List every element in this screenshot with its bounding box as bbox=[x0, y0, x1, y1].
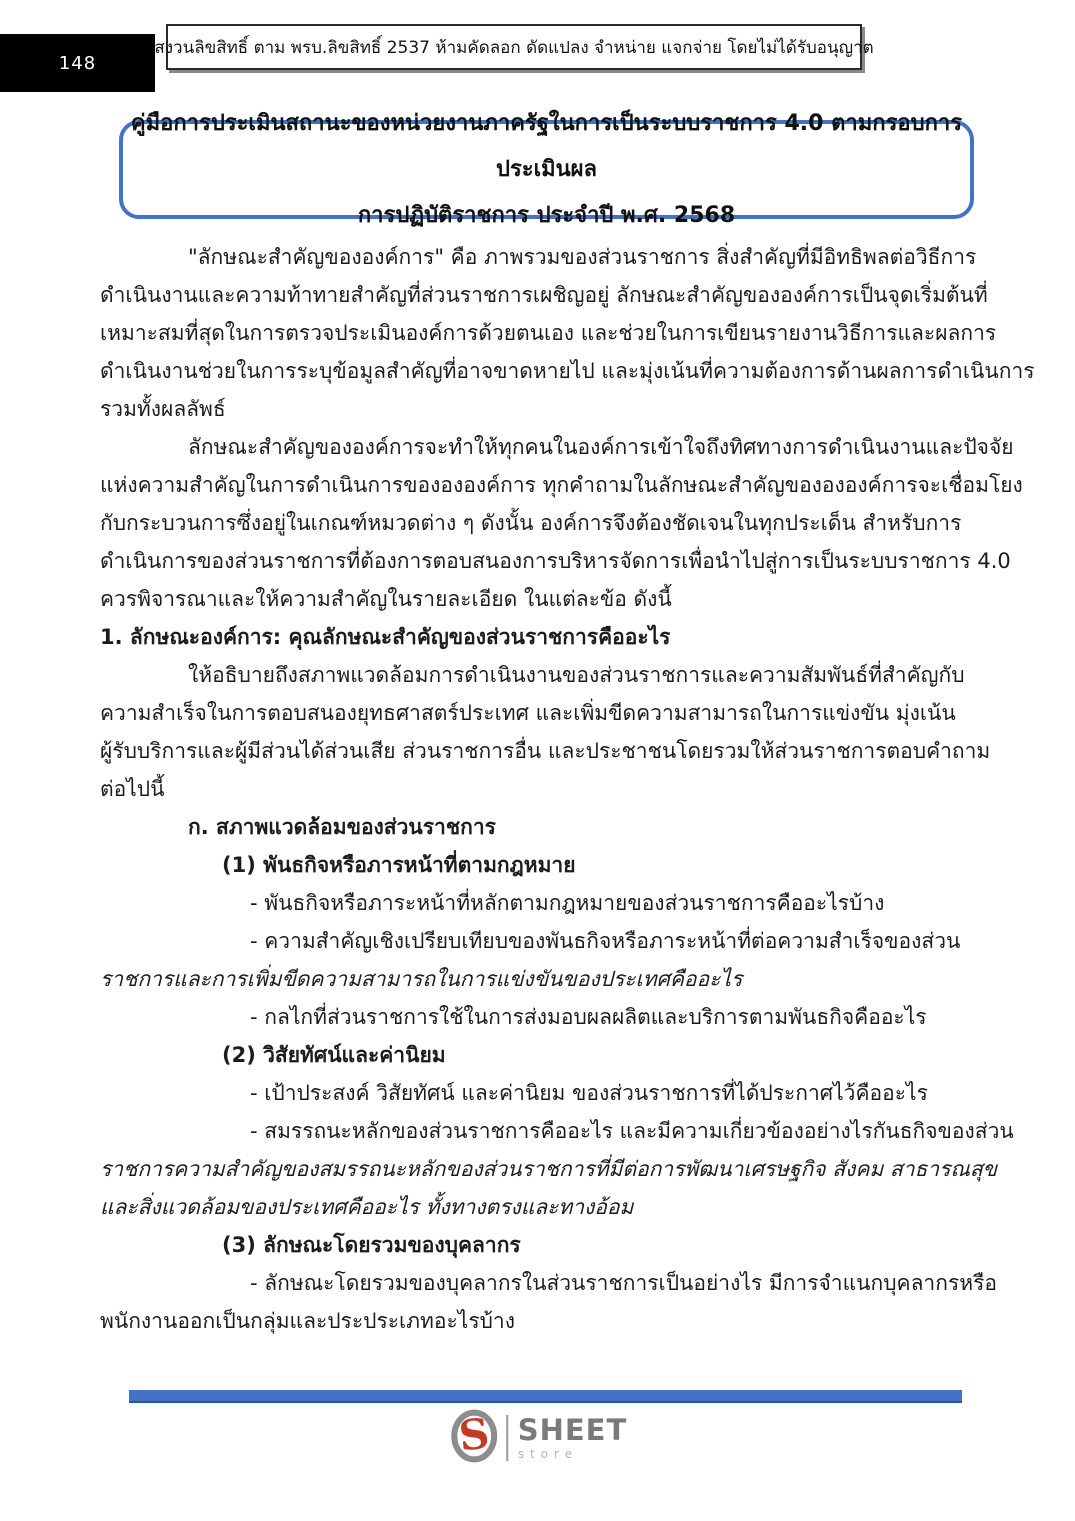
paragraph-line: เหมาะสมที่สุดในการตรวจประเมินองค์การด้วยตนเอง และช่วยในการเขียนรายงานวิธีการและผลการ bbox=[100, 321, 997, 345]
title-box bbox=[119, 110, 974, 228]
paragraph-line: ดำเนินการของส่วนราชการที่ต้องการตอบสนองการบริหารจัดการเพื่อนำไปสู่การเป็นระบบราชการ 4.0 bbox=[100, 549, 1011, 573]
bullet-line: - พันธกิจหรือภาระหน้าที่หลักตามกฎหมายของส่วนราชการคืออะไรบ้าง bbox=[250, 891, 885, 915]
bullet-line: และสิ่งแวดล้อมของประเทศคืออะไร ทั้งทางตรงและทางอ้อม bbox=[100, 1195, 634, 1219]
heading-line: 1. ลักษณะองค์การ: คุณลักษณะสำคัญของส่วนราชการคืออะไร bbox=[100, 625, 671, 649]
logo-s-icon bbox=[448, 1407, 500, 1469]
bullet-line: พนักงานออกเป็นกลุ่มและประประเภทอะไรบ้าง bbox=[100, 1309, 515, 1333]
bullet-line: - สมรรถนะหลักของส่วนราชการคืออะไร และมีความเกี่ยวข้องอย่างไรกันธกิจของส่วน bbox=[250, 1119, 1014, 1143]
title-line-2: การปฏิบัติราชการ ประจำปี พ.ศ. 2568 bbox=[357, 202, 736, 228]
heading-line: (1) พันธกิจหรือภารหน้าที่ตามกฎหมาย bbox=[222, 853, 576, 877]
paragraph-line: ให้อธิบายถึงสภาพแวดล้อมการดำเนินงานของส่วนราชการและความสัมพันธ์ที่สำคัญกับ bbox=[188, 663, 965, 687]
heading-line: ก. สภาพแวดล้อมของส่วนราชการ bbox=[188, 815, 496, 839]
sheet-store-logo bbox=[448, 1407, 628, 1469]
heading-line: (2) วิสัยทัศน์และค่านิยม bbox=[222, 1043, 446, 1067]
bullet-line: ราชการและการเพิ่มขีดความสามารถในการแข่งขันของประเทศคืออะไร bbox=[100, 967, 743, 991]
paragraph-line: ดำเนินงานและความท้าทายสำคัญที่ส่วนราชการเผชิญอยู่ ลักษณะสำคัญขององค์การเป็นจุดเริ่มต้นที่ bbox=[100, 283, 988, 307]
logo-divider bbox=[506, 1415, 508, 1461]
logo-subtext: store bbox=[517, 1446, 579, 1461]
title-line-1: คู่มือการประเมินสถานะของหน่วยงานภาครัฐในการเป็นระบบราชการ 4.0 ตามกรอบการประเมินผล bbox=[130, 110, 963, 182]
document-body bbox=[100, 238, 1035, 1340]
paragraph-line: ผู้รับบริการและผู้มีส่วนได้ส่วนเสีย ส่วนราชการอื่น และประชาชนโดยรวมให้ส่วนราชการตอบคำถาม bbox=[100, 739, 991, 763]
heading-line: (3) ลักษณะโดยรวมของบุคลากร bbox=[222, 1233, 521, 1257]
paragraph-line: "ลักษณะสำคัญขององค์การ" คือ ภาพรวมของส่วนราชการ สิ่งสำคัญที่มีอิทธิพลต่อวิธีการ bbox=[188, 245, 977, 269]
paragraph-line: ดำเนินงานช่วยในการระบุข้อมูลสำคัญที่อาจขาดหายไป และมุ่งเน้นที่ความต้องการด้านผลการดำเนินการ bbox=[100, 359, 1035, 383]
paragraph-line: ความสำเร็จในการตอบสนองยุทธศาสตร์ประเทศ และเพิ่มขีดความสามารถในการแข่งขัน มุ่งเน้น bbox=[100, 701, 956, 725]
bullet-line: ราชการความสำคัญของสมรรถนะหลักของส่วนราชการที่มีต่อการพัฒนาเศรษฐกิจ สังคม สาธารณสุข bbox=[100, 1157, 998, 1181]
bullet-line: - ความสำคัญเชิงเปรียบเทียบของพันธกิจหรือภาระหน้าที่ต่อความสำเร็จของส่วน bbox=[250, 929, 961, 953]
logo-text: SHEET bbox=[517, 1412, 628, 1447]
bullet-line: - เป้าประสงค์ วิสัยทัศน์ และค่านิยม ของส่วนราชการที่ได้ประกาศไว้คืออะไร bbox=[250, 1081, 928, 1105]
paragraph-line: ต่อไปนี้ bbox=[100, 777, 165, 801]
paragraph-line: ลักษณะสำคัญขององค์การจะทำให้ทุกคนในองค์การเข้าใจถึงทิศทางการดำเนินงานและปัจจัย bbox=[188, 435, 1014, 459]
svg-text:S: S bbox=[456, 1408, 492, 1461]
footer-rule bbox=[129, 1390, 962, 1403]
page-number-tab bbox=[0, 34, 155, 92]
paragraph-line: รวมทั้งผลลัพธ์ bbox=[100, 397, 226, 421]
copyright-box bbox=[154, 24, 874, 70]
paragraph-line: แห่งความสำคัญในการดำเนินการของององค์การ ทุกคำถามในลักษณะสำคัญของององค์การจะเชื่อมโยง bbox=[100, 473, 1023, 497]
page-number: 148 bbox=[58, 52, 97, 74]
paragraph-line: ควรพิจารณาและให้ความสำคัญในรายละเอียด ในแต่ละข้อ ดังนี้ bbox=[100, 587, 672, 611]
copyright-text: สงวนลิขสิทธิ์ ตาม พรบ.ลิขสิทธิ์ 2537 ห้ามคัดลอก ดัดแปลง จำหน่าย แจกจ่าย โดยไม่ได้รับอนุญาต bbox=[154, 37, 874, 58]
bullet-line: - กลไกที่ส่วนราชการใช้ในการส่งมอบผลผลิตและบริการตามพันธกิจคืออะไร bbox=[250, 1005, 927, 1029]
bullet-line: - ลักษณะโดยรวมของบุคลากรในส่วนราชการเป็นอย่างไร มีการจำแนกบุคลากรหรือ bbox=[250, 1271, 997, 1295]
paragraph-line: กับกระบวนการซึ่งอยู่ในเกณฑ์หมวดต่าง ๆ ดังนั้น องค์การจึงต้องชัดเจนในทุกประเด็น สำหรับการ bbox=[100, 511, 962, 535]
